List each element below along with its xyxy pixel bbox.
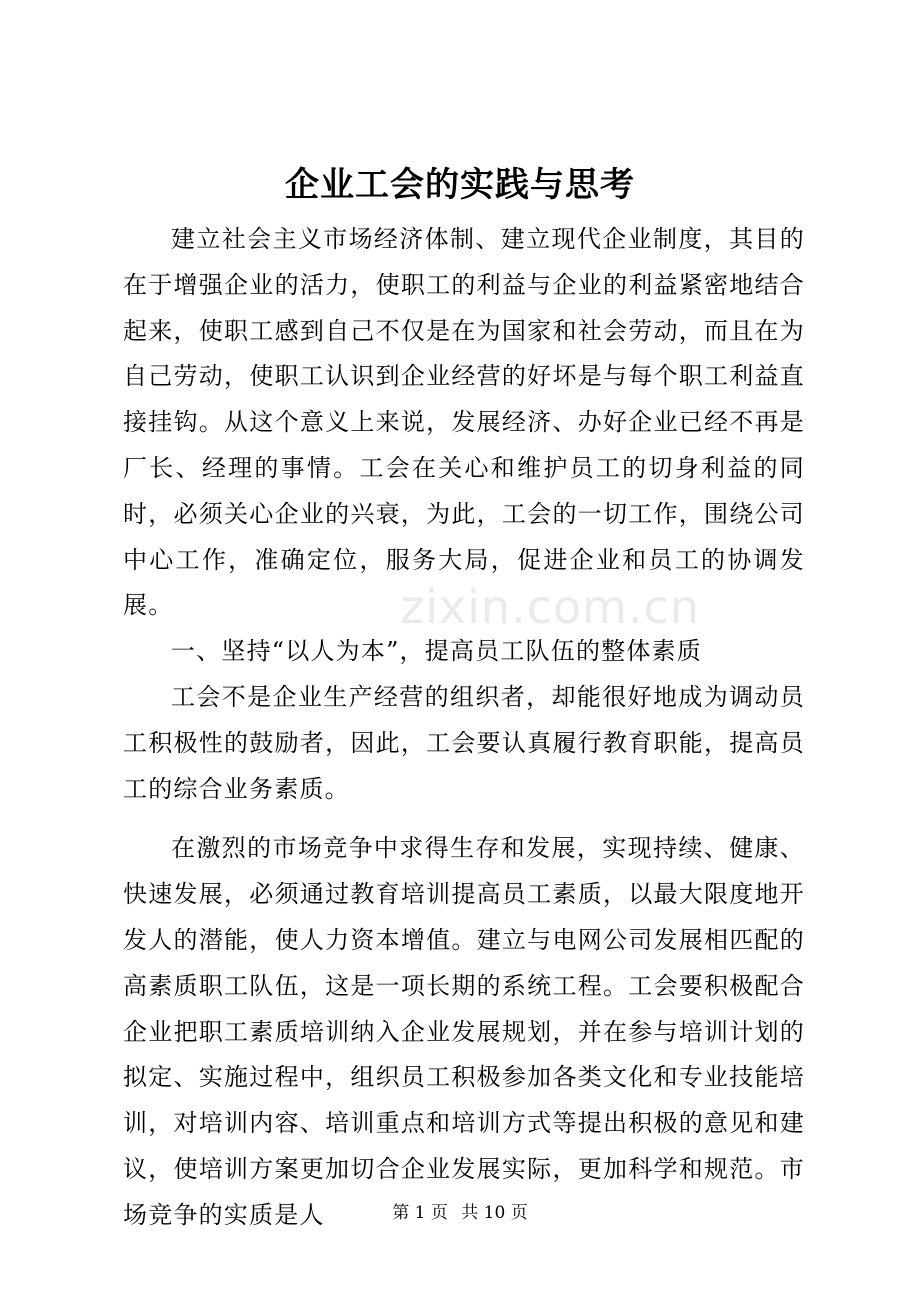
section-heading: 一、坚持“以人为本”，提高员工队伍的整体素质 [171,637,702,666]
page-footer [0,1199,920,1227]
paragraph-union-role: 工会不是企业生产经营的组织者，却能很好地成为调动员工积极性的鼓励者，因此，工会要认真履行教育职能，提高员工的综合业务素质。 [123,682,805,803]
page-total: 共 10 页 [461,1203,528,1223]
paragraph-training: 在激烈的市场竞争中求得生存和发展，实现持续、健康、快速发展，必须通过教育培训提高员工素质，以最大限度地开发人的潜能，使人力资本增值。建立与电网公司发展相匹配的高素质职工队伍，这是一项长期的系统工程。工会要积极配合企业把职工素质培训纳入企业发展规划，并在参与培训计划的拟定、实施过程中，组织员工积极参加各类文化和专业技能培训，对培训内容、培训重点和培训方式等提出积极的意见和建议，使培训方案更加切合企业发展实际，更加科学和规范。市场竞争的实质是人 [123,834,805,1229]
page-number: 第 1 页 [392,1203,448,1223]
watermark: zixin.com.cn [400,580,701,634]
document-title: 企业工会的实践与思考 [285,165,635,205]
document-body [123,217,805,1239]
paragraph-intro: 建立社会主义市场经济体制、建立现代企业制度，其目的在于增强企业的活力，使职工的利益与企业的利益紧密地结合起来，使职工感到自己不仅是在为国家和社会劳动，而且在为自己劳动，使职工认识到企业经营的好坏是与每个职工利益直接挂钩。从这个意义上来说，发展经济、办好企业已经不再是厂长、经理的事情。工会在关心和维护员工的切身利益的同时，必须关心企业的兴衰，为此，工会的一切工作，围绕公司中心工作，准确定位，服务大局，促进企业和员工的协调发展。 [123,225,805,620]
